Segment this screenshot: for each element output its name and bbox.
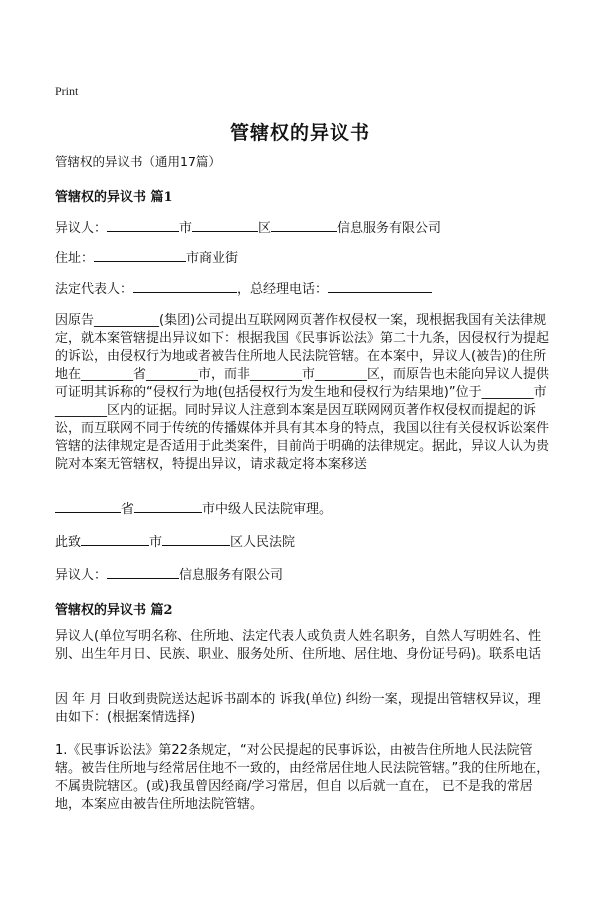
address-line xyxy=(55,249,550,268)
print-label[interactable]: Print xyxy=(55,84,79,98)
signature-line xyxy=(55,566,550,585)
signature-suffix: 信息服务有限公司 xyxy=(179,568,284,583)
to-city-suffix: 市 xyxy=(149,535,163,550)
transfer-province-suffix: 省 xyxy=(121,502,135,517)
section2-objector-info: 异议人(单位写明名称、住所地、法定代表人或负责人姓名职务，自然人写明姓名、性别、出生年月日、民族、职业、服务处所、住所地、居住地、身份证号码)。联系电话 xyxy=(55,629,542,662)
blank-field[interactable] xyxy=(55,500,121,513)
section1-body: 因原告__________(集团)公司提出互联网网页著作权侵权一案，现根据我国有关法律规定，就本案管辖提出异议如下：根据我国《民事诉讼法》第二十九条，因侵权行为提起的诉讼，由侵权行为地或者被告住所地人民法院管辖。在本案中，异议人(被告)的住所地在________省________市，而非________市________区，而原告也未能向异议人提供可证明其诉称的“侵权行为地(包括侵权行为发生地和侵权行为结果地)”位于________市________区内的证据。同时异议人注意到本案是因互联网网页著作权侵权而提起的诉讼，而互联网不同于传统的传播媒体并具有其本身的特点，我国以往有关侵权诉讼案件管辖的法律规定是否适用于此类案件，目前尚于明确的法律规定。据此，异议人认为贵院对本案无管辖权，特提出异议，请求裁定将本案移送 xyxy=(55,313,550,472)
blank-field[interactable] xyxy=(107,219,179,232)
city-suffix: 市 xyxy=(179,221,193,236)
objector-line xyxy=(55,219,550,238)
transfer-court-suffix: 市中级人民法院审理。 xyxy=(202,502,333,517)
signature-prefix: 异议人： xyxy=(55,568,108,583)
district-suffix: 区 xyxy=(258,221,272,236)
blank-field[interactable] xyxy=(81,533,149,546)
section1-heading: 管辖权的异议书 篇1 xyxy=(55,190,173,205)
company-suffix: 信息服务有限公司 xyxy=(337,221,442,236)
section2-reason-intro: 因 年 月 日收到贵院送达起诉书副本的 诉我(单位) 纠纷一案，现提出管辖权异议，理由如下：(根据案情选择) xyxy=(55,692,541,725)
section2-heading: 管辖权的异议书 篇2 xyxy=(55,603,173,618)
blank-field[interactable] xyxy=(107,566,179,579)
legal-rep-middle: ，总经理电话： xyxy=(237,282,329,297)
blank-field[interactable] xyxy=(271,219,337,232)
legal-rep-prefix: 法定代表人： xyxy=(55,282,134,297)
to-prefix: 此致 xyxy=(55,535,82,550)
addressee-line xyxy=(55,533,550,552)
legal-rep-line xyxy=(55,280,550,299)
blank-field[interactable] xyxy=(192,219,258,232)
blank-field[interactable] xyxy=(134,500,202,513)
blank-field[interactable] xyxy=(162,533,230,546)
document-title: 管辖权的异议书 xyxy=(229,122,370,144)
to-court-suffix: 区人民法院 xyxy=(230,535,296,550)
transfer-line xyxy=(55,500,550,519)
address-suffix: 市商业街 xyxy=(186,251,239,266)
blank-field[interactable] xyxy=(94,249,186,262)
section2-reason-1: 1.《民事诉讼法》第22条规定，“对公民提起的民事诉讼，由被告住所地人民法院管辖。被告住所地与经常居住地不一致的，由经常居住地人民法院管辖。”我的住所地在，不属贵院辖区。(或)我虽曾因经商/学习常居，但自 以后就一直在， 已不是我的常居地，本案应由被告住所地法院管辖。 xyxy=(55,743,550,812)
document-subtitle: 管辖权的异议书（通用17篇） xyxy=(55,154,221,169)
blank-field[interactable] xyxy=(133,280,237,293)
address-prefix: 住址： xyxy=(55,251,95,266)
blank-field[interactable] xyxy=(328,280,432,293)
objector-prefix: 异议人： xyxy=(55,221,108,236)
